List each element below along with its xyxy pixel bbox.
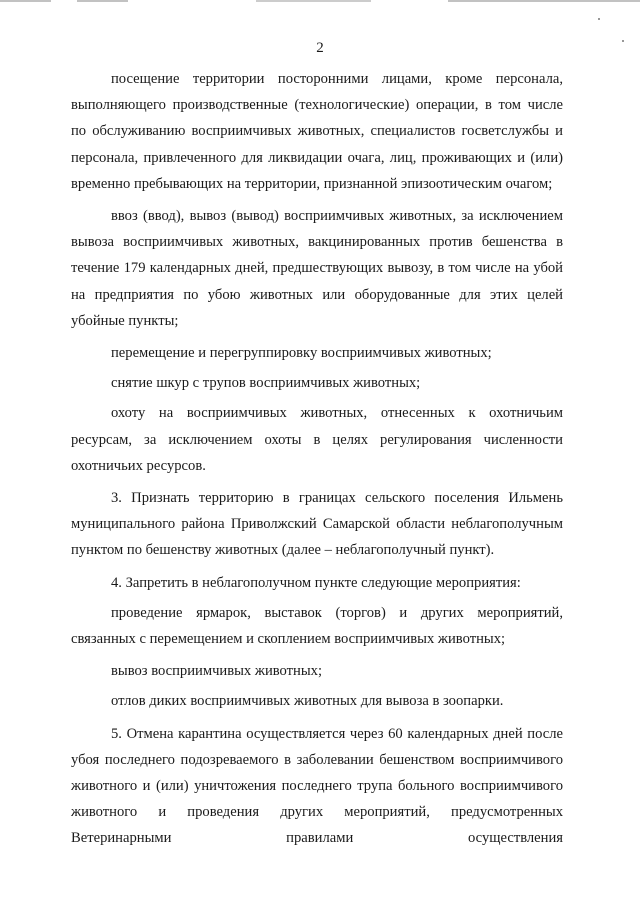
paragraph: вывоз восприимчивых животных; — [111, 663, 323, 680]
page-number: 2 — [316, 40, 324, 56]
paragraph: перемещение и перегруппировку восприимчивых животных; — [111, 345, 492, 362]
paragraph: охоту на восприимчивых животных, отнесенных к охотничьим ресурсам, за исключением охоты в целях регулирования численности охотничьих ресурсов. — [71, 405, 563, 474]
scan-top-edge — [0, 0, 640, 2]
paragraph: снятие шкур с трупов восприимчивых животных; — [111, 375, 421, 392]
paragraph: проведение ярмарок, выставок (торгов) и других мероприятий, связанных с перемещением и скоплением восприимчивых животных; — [71, 604, 563, 648]
paragraph: 3. Признать территорию в границах сельского поселения Ильмень муниципального района Приволжский Самарской области неблагополучным пунктом по бешенству животных (далее – неблагополучный пункт). — [71, 490, 563, 559]
scan-speck — [598, 18, 600, 20]
paragraph: ввоз (ввод), вывоз (вывод) восприимчивых животных, за исключением вывоза восприимчивых животных, вакцинированных против бешенства в течение 179 календарных дней, предшествующих вывозу, в том числе на убой на предприятия по убою животных или оборудованные для этих целей убойные пункты; — [71, 208, 563, 329]
paragraph: 4. Запретить в неблагополучном пункте следующие мероприятия: — [111, 574, 521, 591]
paragraph: 5. Отмена карантина осуществляется через 60 календарных дней после убоя последнего подозреваемого в заболевании бешенством восприимчивого животного и (или) уничтожения последнего трупа больного восприимчивого животного и проведения других мероприятий, предусмотренных Ветеринарными правилами осуществления — [71, 725, 563, 847]
paragraph: посещение территории посторонними лицами, кроме персонала, выполняющего производственные (технологические) операции, в том числе по обслуживанию восприимчивых животных, специалистов госветслужбы и персонала, привлеченного для ликвидации очага, лиц, проживающих и (или) временно пребывающих на территории, признанной эпизоотическим очагом; — [71, 71, 563, 192]
document-body — [71, 66, 563, 858]
paragraph: отлов диких восприимчивых животных для вывоза в зоопарки. — [111, 693, 504, 710]
